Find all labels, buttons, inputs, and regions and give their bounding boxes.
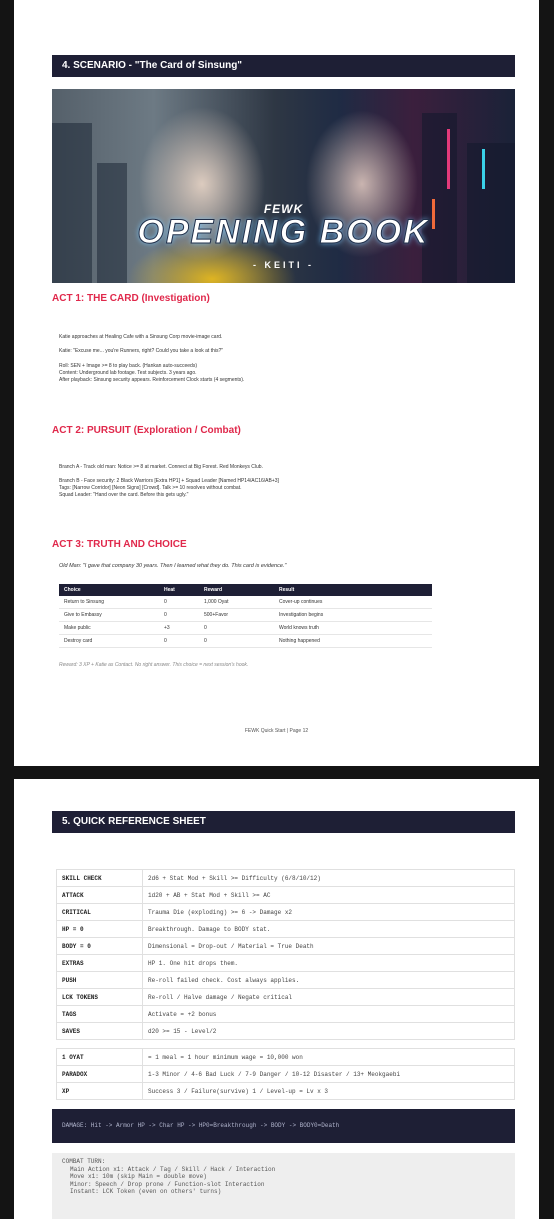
rule-name: TAGS: [57, 1006, 143, 1023]
table-header: Result: [274, 584, 432, 596]
rule-name: 1 OYAT: [57, 1049, 143, 1066]
section-title-scenario: 4. SCENARIO - "The Card of Sinsung": [52, 55, 515, 77]
table-cell: Return to Sinsung: [59, 596, 159, 609]
table-header: Choice: [59, 584, 159, 596]
combat-turn-line: Main Action x1: Attack / Tag / Skill / Hack / Interaction: [70, 1165, 276, 1173]
rule-text: Activate = +2 bonus: [143, 1006, 515, 1023]
combat-turn-line: Move x1: 10m (skip Main = double move): [70, 1173, 207, 1180]
rule-text: 2d6 + Stat Mod + Skill >= Difficulty (6/8/10/12): [143, 870, 515, 887]
rule-text: Dimensional = Drop-out / Material = True Death: [143, 938, 515, 955]
table-row: [59, 635, 432, 648]
rule-text: Re-roll failed check. Cost always applies.: [143, 972, 515, 989]
table-row: [57, 955, 515, 972]
table-cell: 0: [199, 635, 274, 648]
opening-book-banner-image: [52, 89, 515, 283]
table-cell: 1,000 Oyat: [199, 596, 274, 609]
rule-name: SAVES: [57, 1023, 143, 1040]
quick-reference-table: [56, 869, 515, 1100]
act1-title: ACT 1: THE CARD (Investigation): [52, 293, 210, 304]
table-cell: Investigation begins: [274, 609, 432, 622]
act2-title: ACT 2: PURSUIT (Exploration / Combat): [52, 425, 241, 436]
rule-text: HP 1. One hit drops them.: [143, 955, 515, 972]
combat-turn-title: COMBAT TURN:: [62, 1158, 106, 1165]
rule-name: ATTACK: [57, 887, 143, 904]
table-cell: World knows truth: [274, 622, 432, 635]
rule-name: SKILL CHECK: [57, 870, 143, 887]
rule-name: BODY = 0: [57, 938, 143, 955]
table-header: Reward: [199, 584, 274, 596]
document-page-12: [14, 0, 539, 766]
rule-text: Breakthrough. Damage to BODY stat.: [143, 921, 515, 938]
table-row: [57, 870, 515, 887]
table-row: [57, 887, 515, 904]
table-row: [59, 609, 432, 622]
combat-turn-box: [52, 1153, 515, 1219]
act3-quote: Old Man: "I gave that company 30 years. Then I learned what they do. This card is evidence.": [59, 563, 287, 569]
rule-name: PUSH: [57, 972, 143, 989]
rule-name: CRITICAL: [57, 904, 143, 921]
act1-paragraph-1: Katie approaches at Healing Cafe with a Sinsung Corp movie-image card.: [59, 334, 223, 340]
table-row: [57, 1049, 515, 1066]
table-cell: Give to Embassy: [59, 609, 159, 622]
combat-turn-line: Minor: Speech / Drop prone / Function-slot Interaction: [70, 1180, 265, 1188]
banner-logo-title: OPENING BOOK: [137, 213, 430, 251]
rule-name: PARADOX: [57, 1066, 143, 1083]
rule-text: d20 >= 15 - Level/2: [143, 1023, 515, 1040]
table-row: [59, 596, 432, 609]
table-cell: Nothing happened: [274, 635, 432, 648]
rule-text: Trauma Die (exploding) >= 6 -> Damage x2: [143, 904, 515, 921]
act3-title: ACT 3: TRUTH AND CHOICE: [52, 539, 187, 550]
table-row: [57, 921, 515, 938]
banner-logo-subtitle: - KEITI -: [253, 260, 314, 270]
rule-name: HP = 0: [57, 921, 143, 938]
document-page-13: [14, 779, 539, 1219]
damage-flow-bar: DAMAGE: Hit -> Armor HP -> Char HP -> HP0=Breakthrough -> BODY -> BODY0=Death: [52, 1109, 515, 1143]
banner-logo-small: FEWK: [263, 202, 304, 216]
table-cell: +3: [159, 622, 199, 635]
table-row: [57, 1083, 515, 1100]
act2-paragraph-1: Branch A - Track old man: Notice >= 8 at market. Connect at Big Forest. Red Monkeys Club.: [59, 464, 263, 470]
act2-paragraph-2: Branch B - Face security: 2 Black Warriors [Extra HP1] + Squad Leader [Named HP14/AC16/AB+3] Tags: [Narrow Corridor] [Neon Signs] [Crowd]. Talk >= 10 resolves without combat. Squad Leader: "Hand over the card. Before this gets ugly.": [59, 478, 279, 498]
table-spacer: [57, 1040, 515, 1049]
rule-text: 1d20 + AB + Stat Mod + Skill >= AC: [143, 887, 515, 904]
act1-paragraph-3: Roll: SEN + Image >= 8 to play back. (Hankan auto-succeeds) Content: Underground lab footage. Test subjects. 3 years ago. After playback: Sinsung security appears. Reinforcement Clock starts (4 segments).: [59, 363, 245, 383]
table-cell: 0: [159, 609, 199, 622]
table-row: [59, 622, 432, 635]
rule-name: LCK TOKENS: [57, 989, 143, 1006]
rule-text: Re-roll / Halve damage / Negate critical: [143, 989, 515, 1006]
table-header: Heat: [159, 584, 199, 596]
page-footer: FEWK Quick Start | Page 12: [244, 728, 309, 734]
rule-text: Success 3 / Failure(survive) 1 / Level-up = Lv x 3: [143, 1083, 515, 1100]
section-title-quick-reference: 5. QUICK REFERENCE SHEET: [52, 811, 515, 833]
rule-text: 1-3 Minor / 4-6 Bad Luck / 7-9 Danger / 10-12 Disaster / 13+ Meokgaebi: [143, 1066, 515, 1083]
table-row: [57, 989, 515, 1006]
table-cell: 0: [159, 596, 199, 609]
table-row: [57, 1023, 515, 1040]
rule-name: XP: [57, 1083, 143, 1100]
combat-turn-line: Instant: LCK Token (even on others' turns): [70, 1188, 222, 1195]
table-cell: Make public: [59, 622, 159, 635]
table-row: [57, 904, 515, 921]
choice-table-header-row: [59, 584, 432, 596]
table-row: [57, 1066, 515, 1083]
rule-name: EXTRAS: [57, 955, 143, 972]
choice-table: [59, 584, 432, 648]
act1-paragraph-2: Katie: "Excuse me... you're Runners, right? Could you take a look at this?": [59, 348, 224, 354]
table-cell: 0: [159, 635, 199, 648]
rule-text: = 1 meal = 1 hour minimum wage = 10,000 won: [143, 1049, 515, 1066]
table-cell: Destroy card: [59, 635, 159, 648]
table-cell: Cover-up continues: [274, 596, 432, 609]
table-row: [57, 1006, 515, 1023]
act3-reward-note: Reward: 3 XP + Katie as Contact. No right answer. This choice = next session's hook.: [59, 662, 249, 668]
table-cell: 500+Favor: [199, 609, 274, 622]
table-row: [57, 938, 515, 955]
table-row: [57, 972, 515, 989]
table-cell: 0: [199, 622, 274, 635]
